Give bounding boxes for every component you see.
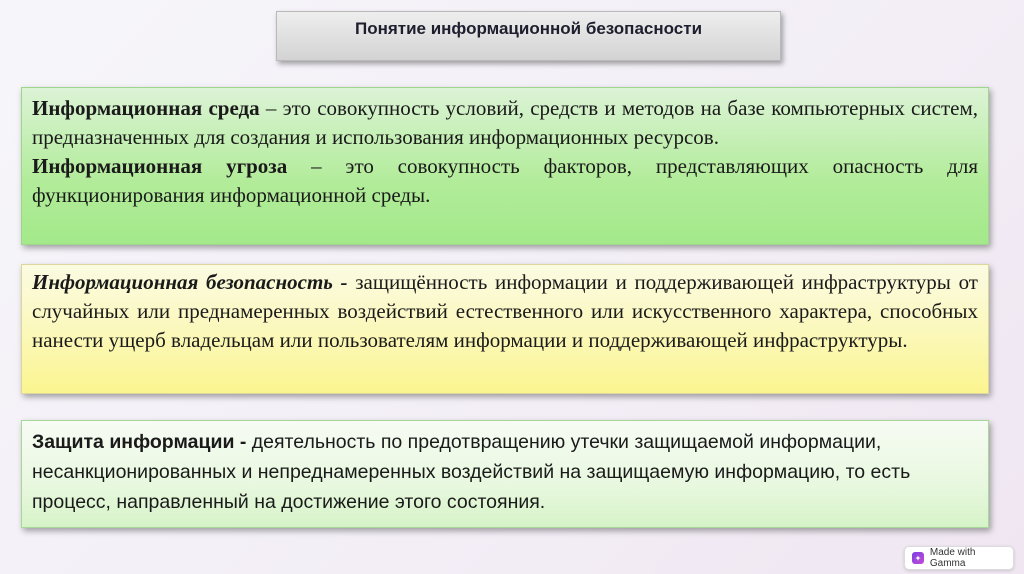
definition-text: деятельность по предотвращению утечки защищаемой информации, несанкционированных и непреднамеренных воздействий на защищаемую информацию, то есть процесс, направленный на достижение этого состояния. <box>32 431 911 513</box>
definition-text: – это совокупность факторов, представляющих опасность для функционирования информационной среды. <box>32 154 978 207</box>
definition-text: – это совокупность условий, средств и методов на базе компьютерных систем, предназначенных для создания и использования информационных ресурсов. <box>32 96 978 149</box>
definition-paragraph <box>32 94 978 152</box>
made-with-gamma-badge[interactable] <box>904 546 1014 570</box>
definition-card-environment-threat <box>21 87 989 245</box>
definition-term: Информационная безопасность - <box>32 270 348 294</box>
definition-card-security <box>21 264 989 394</box>
definition-term: Защита информации - <box>32 431 247 453</box>
badge-label: Made with Gamma <box>929 547 976 569</box>
definition-term: Информационная среда <box>32 96 260 120</box>
definition-term: Информационная угроза <box>32 154 288 178</box>
gamma-logo-icon: ✦ <box>912 552 924 564</box>
slide-title: Понятие информационной безопасности <box>354 19 703 38</box>
definition-paragraph <box>32 427 978 517</box>
definition-text: защищённость информации и поддерживающей инфраструктуры от случайных или преднамеренных воздействий естественного или искусственного характера, способных нанести ущерб владельцам или пользователям информации и поддерживающей инфраструктуры. <box>32 270 978 352</box>
definition-paragraph <box>32 268 978 355</box>
definition-card-protection <box>21 420 989 528</box>
definition-paragraph <box>32 152 978 210</box>
slide-title-box <box>276 11 781 61</box>
